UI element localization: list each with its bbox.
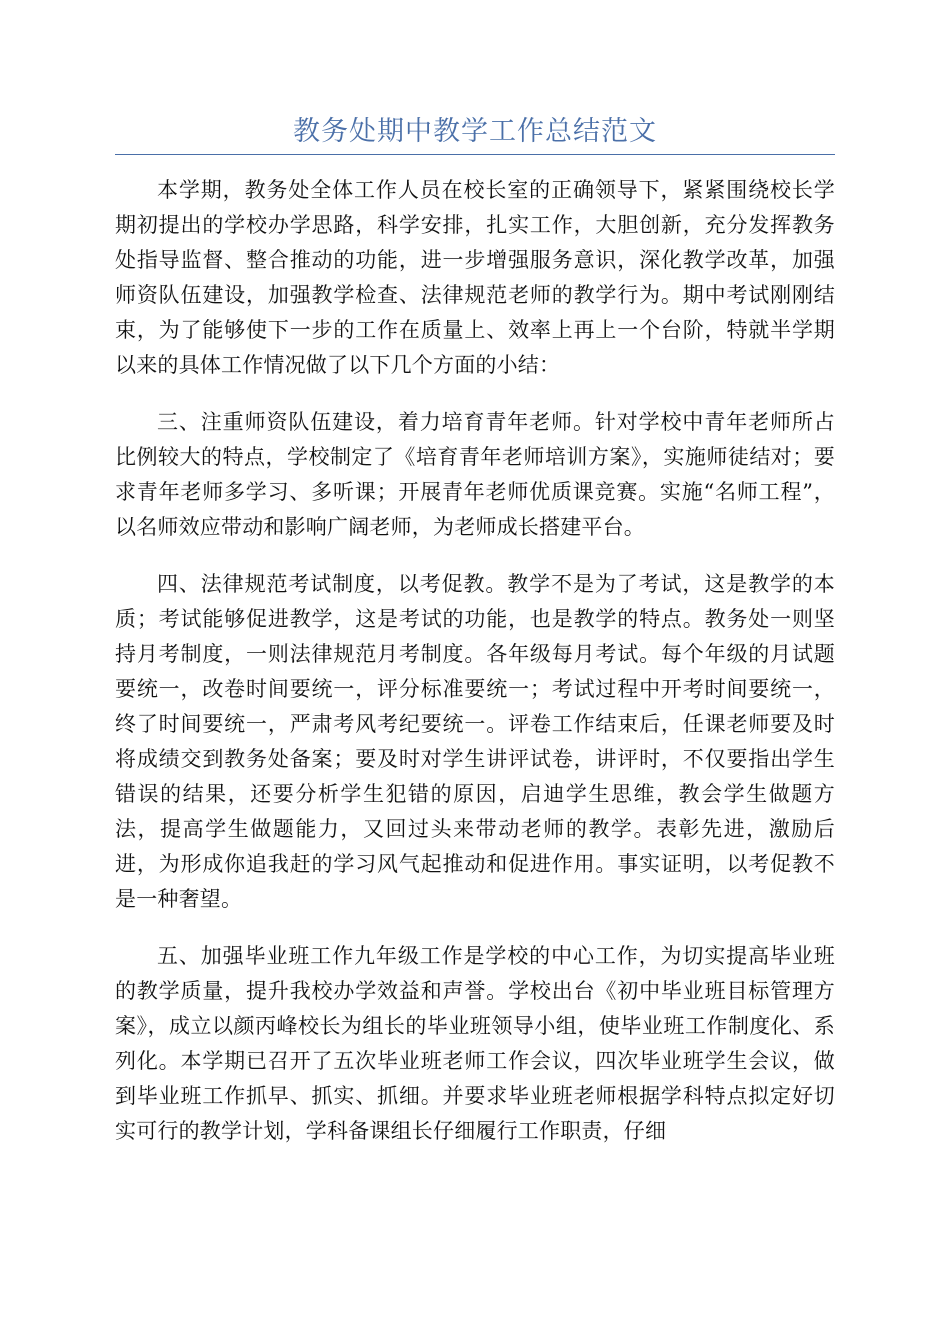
document-title: 教务处期中教学工作总结范文 (293, 116, 657, 147)
document-body (115, 173, 835, 1171)
paragraph-section-five: 五、加强毕业班工作九年级工作是学校的中心工作，为切实提高毕业班的教学质量，提升我校办学效益和声誉。学校出台《初中毕业班目标管理方案》，成立以颜丙峰校长为组长的毕业班领导小组，使毕业班工作制度化、系列化。本学期已召开了五次毕业班老师工作会议，四次毕业班学生会议，做到毕业班工作抓早、抓实、抓细。并要求毕业班老师根据学科特点拟定好切实可行的教学计划，学科备课组长仔细履行工作职责，仔细 (115, 944, 835, 1143)
paragraph-section-three: 三、注重师资队伍建设，着力培育青年老师。针对学校中青年老师所占比例较大的特点，学校制定了《培育青年老师培训方案》，实施师徒结对；要求青年老师多学习、多听课；开展青年老师优质课竞赛。实施“名师工程”，以名师效应带动和影响广阔老师，为老师成长搭建平台。 (115, 410, 835, 539)
paragraph-intro: 本学期，教务处全体工作人员在校长室的正确领导下，紧紧围绕校长学期初提出的学校办学思路，科学安排，扎实工作，大胆创新，充分发挥教务处指导监督、整合推动的功能，进一步增强服务意识，深化教学改革，加强师资队伍建设，加强教学检查、法律规范老师的教学行为。期中考试刚刚结束，为了能够使下一步的工作在质量上、效率上再上一个台阶，特就半学期以来的具体工作情况做了以下几个方面的小结： (115, 178, 835, 377)
title-underline (115, 154, 835, 155)
paragraph-section-four: 四、法律规范考试制度，以考促教。教学不是为了考试，这是教学的本质；考试能够促进教学，这是考试的功能，也是教学的特点。教务处一则坚持月考制度，一则法律规范月考制度。各年级每月考试。每个年级的月试题要统一，改卷时间要统一，评分标准要统一；考试过程中开考时间要统一，终了时间要统一，严肃考风考纪要统一。评卷工作结束后，任课老师要及时将成绩交到教务处备案；要及时对学生讲评试卷，讲评时，不仅要指出学生错误的结果，还要分析学生犯错的原因，启迪学生思维，教会学生做题方法，提高学生做题能力，又回过头来带动老师的教学。表彰先进，激励后进，为形成你追我赶的学习风气起推动和促进作用。事实证明，以考促教不是一种奢望。 (115, 572, 835, 911)
